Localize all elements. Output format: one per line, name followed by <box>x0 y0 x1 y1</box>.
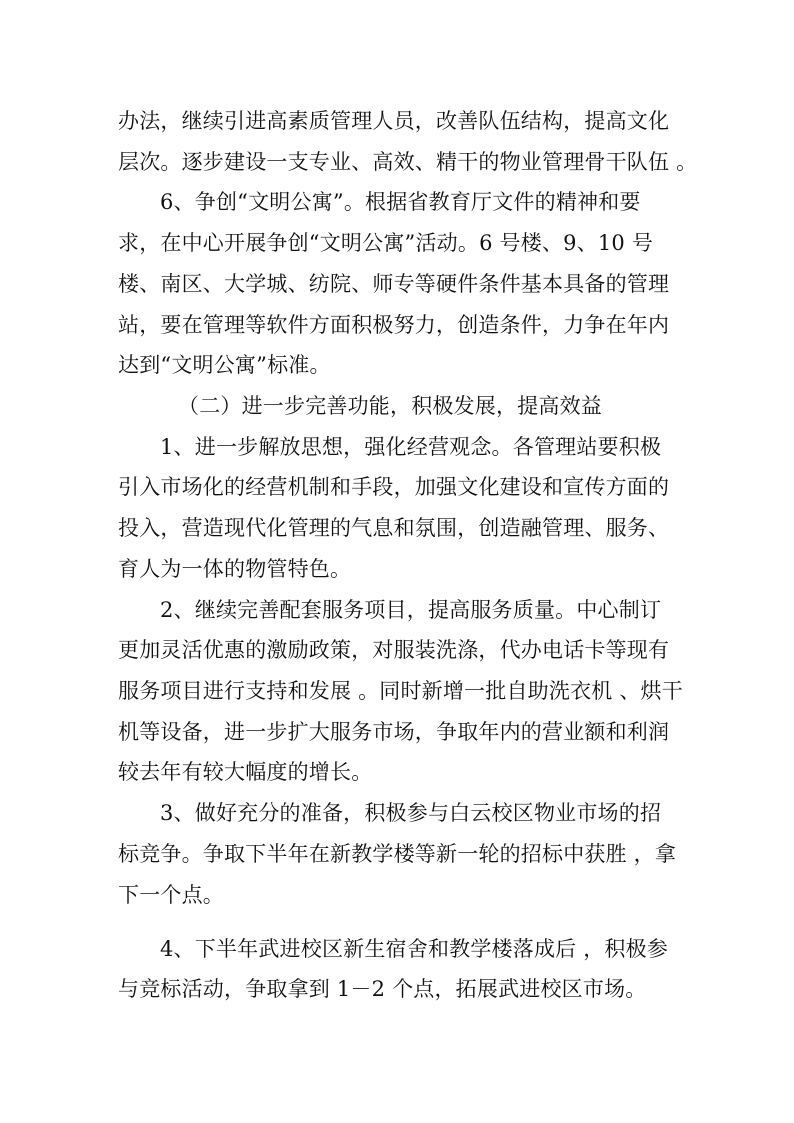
paragraph-line: 2、继续完善配套服务项目，提高服务质量。中心制订 <box>160 598 662 622</box>
paragraph-line: 更加灵活优惠的激励政策，对服装洗涤，代办电话卡等现有 <box>118 638 670 662</box>
paragraph-line: 服务项目进行支持和发展 。同时新增一批自助洗衣机 、烘干 <box>118 679 683 703</box>
paragraph-line: 与竞标活动，争取拿到 1－2 个点，拓展武进校区市场。 <box>118 977 647 1001</box>
paragraph-line: 层次。逐步建设一支专业、高效、精干的物业管理骨干队伍 。 <box>118 150 698 174</box>
paragraph-line: 3、做好充分的准备，积极参与白云校区物业市场的招 <box>160 801 662 825</box>
paragraph-line: 求，在中心开展争创“文明公寓”活动。6 号楼、9、10 号 <box>118 231 654 255</box>
paragraph-line: 达到“文明公寓”标准。 <box>118 353 331 377</box>
paragraph-line: 6、争创“文明公寓”。根据省教育厅文件的精神和要 <box>160 190 641 214</box>
paragraph-line: 育人为一体的物管特色。 <box>118 557 352 581</box>
paragraph-line: 办法，继续引进高素质管理人员，改善队伍结构，提高文化 <box>118 109 670 133</box>
paragraph-line: 站，要在管理等软件方面积极努力，创造条件，力争在年内 <box>118 313 670 337</box>
paragraph-line: 机等设备，进一步扩大服务市场，争取年内的营业额和利润 <box>118 720 670 744</box>
paragraph-line: 较去年有较大幅度的增长。 <box>118 760 373 784</box>
paragraph-line: 楼、南区、大学城、纺院、师专等硬件条件基本具备的管理 <box>118 272 670 296</box>
paragraph-line: 标竞争。争取下半年在新教学楼等新一轮的招标中获胜 ，拿 <box>118 842 677 866</box>
paragraph-line: 引入市场化的经营机制和手段，加强文化建设和宣传方面的 <box>118 475 670 499</box>
paragraph-line: 下一个点。 <box>118 883 224 907</box>
paragraph-line: 4、下半年武进校区新生宿舍和教学楼落成后 ，积极参 <box>160 937 669 961</box>
section-heading: （二）进一步完善功能，积极发展，提高效益 <box>178 394 602 418</box>
paragraph-line: 投入，营造现代化管理的气息和氛围，创造融管理、服务、 <box>118 516 670 540</box>
paragraph-line: 1、进一步解放思想，强化经营观念。各管理站要积极 <box>160 435 662 459</box>
